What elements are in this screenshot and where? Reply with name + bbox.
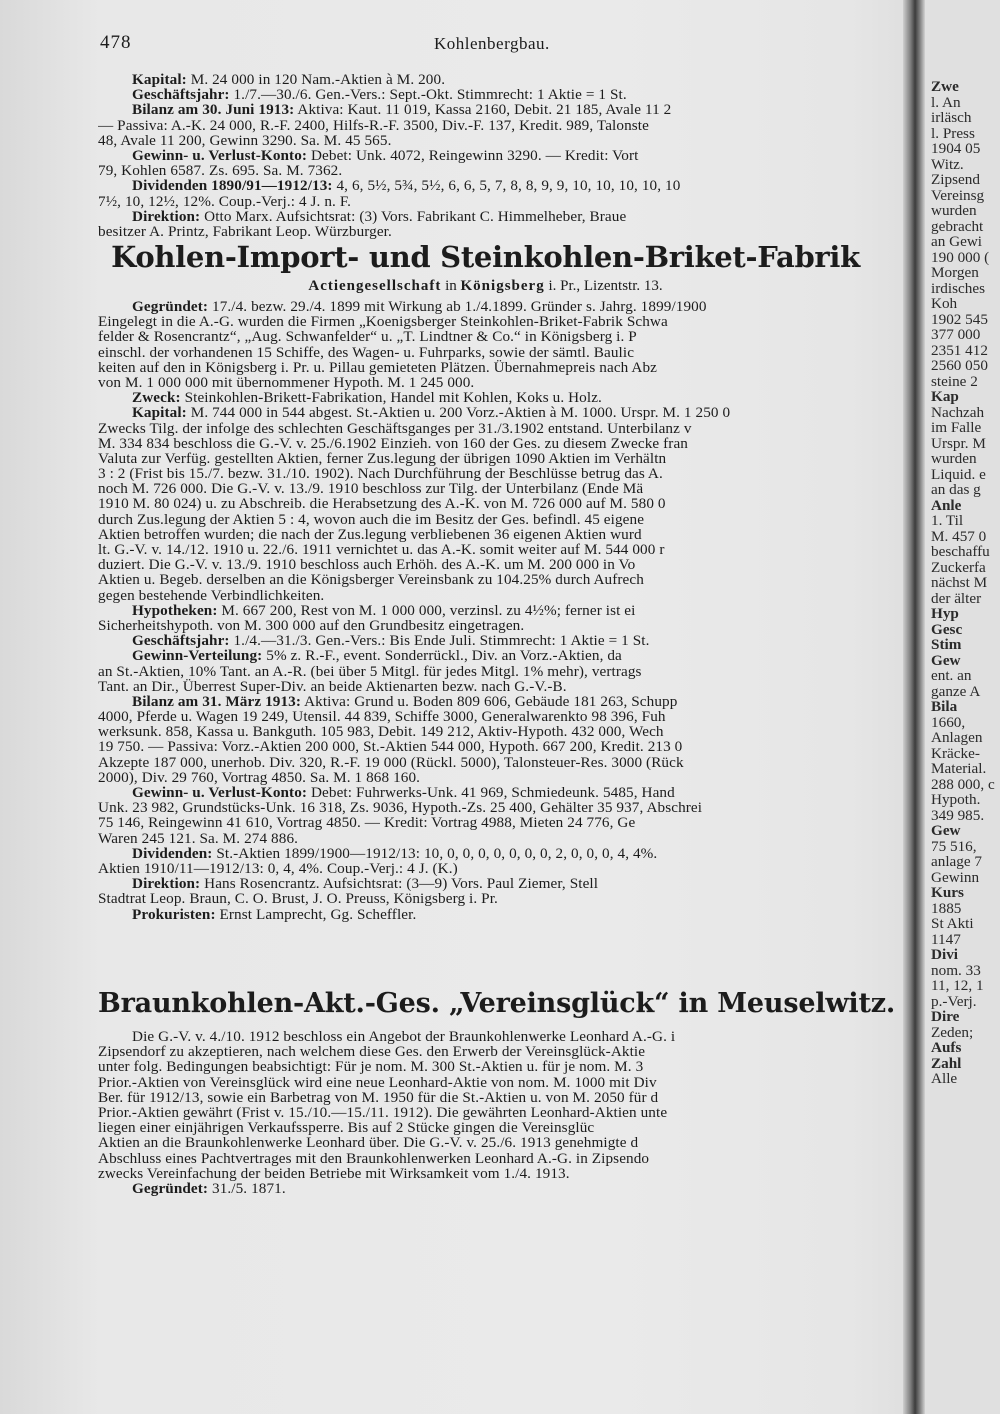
field-text: 1910 M. 80 024) u. zu Abschreib. die Herabsetzung des A.-K. von M. 726 000 auf M. 580 0 xyxy=(98,496,666,512)
facing-page-line: M. 457 0 xyxy=(931,527,987,545)
field-text: Debet: Fuhrwerks-Unk. 41 969, Schmiedeunk. 5485, Hand xyxy=(310,785,675,801)
field-text: — Passiva: A.-K. 24 000, R.-F. 2400, Hilfs-R.-F. 3500, Div.-F. 137, Kredit. 989, Talonste xyxy=(98,117,649,133)
field-text: Stadtrat Leop. Braun, C. O. Brust, J. O. Preuss, Königsberg i. Pr. xyxy=(98,891,498,907)
text-line xyxy=(98,527,873,542)
field-text: M. 24 000 in 120 Nam.-Aktien à M. 200. xyxy=(190,72,446,88)
facing-page-line: irläsch xyxy=(931,109,972,126)
facing-page-line: 75 516, xyxy=(931,837,977,855)
field-label: Bilanz am 31. März 1913: xyxy=(132,693,302,710)
facing-page-line: Witz. xyxy=(931,155,964,173)
facing-page-line: ganze A xyxy=(931,682,981,700)
field-text: durch Zus.legung der Aktien 5 : 4, wovon auch die im Besitz der Ges. befindl. 45 eigene xyxy=(98,511,645,527)
field-text: 4000, Pferde u. Wagen 19 249, Utensil. 44 839, Schiffe 3000, Generalwarenkto 98 396, Fuh xyxy=(98,709,666,725)
text-line xyxy=(98,1090,873,1105)
facing-page-line: gebracht xyxy=(931,217,984,235)
field-text: Akzepte 187 000, unerhob. Div. 320, R.-F. 19 000 (Rückl. 5000), Talonsteuer-Res. 3000 (Rück xyxy=(98,754,684,770)
text-line xyxy=(98,618,873,633)
facing-page-line: an das g xyxy=(931,481,981,498)
field-text: 31./5. 1871. xyxy=(212,1180,286,1197)
facing-page-line: 1902 545 xyxy=(931,310,988,328)
facing-page-line: 1660, xyxy=(931,713,966,731)
text-line xyxy=(98,770,873,785)
text-line xyxy=(98,1135,873,1150)
facing-page-line: der älter xyxy=(931,589,982,607)
facing-page-line: anlage 7 xyxy=(931,853,983,870)
field-label: Hypotheken: xyxy=(132,602,218,618)
field-text: Die G.-V. v. 4./10. 1912 beschloss ein Angebot der Braunkohlenwerke Leonhard A.-G. i xyxy=(132,1029,676,1045)
text-line xyxy=(98,163,873,178)
field-label: Dividenden: xyxy=(132,845,213,861)
facing-page-line: 1885 xyxy=(931,899,962,917)
text-line xyxy=(98,72,873,87)
field-text: Valuta zur Verfüg. gestellten Aktien, ferner Zus.legung der übrigen 1090 Aktien im Verhältn xyxy=(98,450,667,467)
text-line xyxy=(98,451,873,466)
text-line xyxy=(98,1151,873,1166)
facing-page-line: steine 2 xyxy=(931,372,978,390)
facing-page-line: Liquid. e xyxy=(931,465,986,483)
text-line xyxy=(98,664,873,679)
field-text: 3 : 2 (Frist bis 15./7. bezw. 31./10. 1902). Nach Durchführung der Beschlüsse betrug das A. xyxy=(98,466,663,482)
subtitle-address: i. Pr., Lizentstr. 13. xyxy=(544,278,663,294)
facing-page-line: Aufs xyxy=(931,1039,962,1056)
text-line xyxy=(98,345,873,360)
field-text: Aktiva: Kaut. 11 019, Kassa 2160, Debit. 21 185, Avale 11 2 xyxy=(297,102,672,118)
text-line xyxy=(98,891,873,906)
text-line xyxy=(98,360,873,375)
field-text: Zipsendorf zu akzeptieren, nach welchem diese Ges. den Erwerb der Vereinsglück-Aktie xyxy=(98,1044,646,1060)
facing-page-edge xyxy=(925,0,1000,1414)
facing-page-line: Zahl xyxy=(931,1054,962,1072)
text-line xyxy=(98,755,873,770)
facing-page-line: St Akti xyxy=(931,915,974,932)
facing-page-line: Gesc xyxy=(931,620,963,638)
facing-page-line: im Falle xyxy=(931,419,982,436)
facing-page-line: 1147 xyxy=(931,930,961,948)
field-text: Aktien an die Braunkohlenwerke Leonhard über. Die G.-V. v. 25./6. 1913 genehmigte d xyxy=(98,1135,639,1151)
text-line xyxy=(98,907,873,922)
facing-page-line: 11, 12, 1 xyxy=(931,977,984,994)
text-line xyxy=(98,102,873,117)
field-text: Ber. für 1912/13, sowie ein Barbetrag von M. 1950 für die St.-Aktien u. von M. 2050 für d xyxy=(98,1089,659,1105)
field-text: gegen bestehende Verbindlichkeiten. xyxy=(98,587,325,603)
facing-page-line: Koh xyxy=(931,295,958,312)
facing-page-line: wurden xyxy=(931,202,977,219)
text-line xyxy=(98,648,873,663)
facing-page-line: Zuckerfa xyxy=(931,558,986,576)
facing-page-line: Hypoth. xyxy=(931,791,981,808)
facing-page-line: an Gewi xyxy=(931,233,983,250)
running-title: Kohlenbergbau. xyxy=(434,34,550,53)
facing-page-line: Urspr. M xyxy=(931,434,986,452)
field-text: felder & Rosencrantz“, „Aug. Schwanfelder“ u. „T. Lindtner & Co.“ in Königsberg i. P xyxy=(98,329,637,345)
text-line xyxy=(98,1105,873,1120)
subtitle-company-form: Actiengesellschaft xyxy=(308,278,442,294)
field-text: Prior.-Aktien gewährt (Frist v. 15./10.—15./11. 1912). Die gewährten Leonhard-Aktien unte xyxy=(98,1104,668,1121)
entry-section-1 xyxy=(98,72,873,239)
text-line xyxy=(98,800,873,815)
entry-section-2 xyxy=(98,299,873,922)
text-line xyxy=(98,815,873,830)
text-line xyxy=(98,405,873,420)
facing-page-line: Vereinsg xyxy=(931,186,985,204)
facing-page-line: ent. an xyxy=(931,667,972,684)
text-line xyxy=(98,512,873,527)
field-text: Steinkohlen-Brikett-Fabrikation, Handel mit Kohlen, Koks u. Holz. xyxy=(184,390,602,406)
page-number: 478 xyxy=(100,32,132,53)
field-text: St.-Aktien 1899/1900—1912/13: 10, 0, 0, 0, 0, 0, 0, 0, 2, 0, 0, 0, 4, 4%. xyxy=(216,845,658,861)
field-text: Aktiva: Grund u. Boden 809 606, Gebäude 181 263, Schupp xyxy=(304,693,678,710)
field-label: Gewinn- u. Verlust-Konto: xyxy=(132,147,308,164)
facing-page-line: p.-Verj. xyxy=(931,992,977,1010)
field-text: Sicherheitshypoth. von M. 300 000 auf den Grundbesitz eingetragen. xyxy=(98,617,525,634)
field-text: 4, 6, 5½, 5¾, 5½, 6, 6, 5, 7, 8, 8, 9, 9, 10, 10, 10, 10, 10 xyxy=(336,178,681,194)
facing-page-line: Kap xyxy=(931,388,959,405)
field-label: Gewinn- u. Verlust-Konto: xyxy=(132,785,308,801)
field-label: Dividenden 1890/91—1912/13: xyxy=(132,178,333,194)
facing-page-line: Nachzah xyxy=(931,403,985,421)
text-line xyxy=(98,148,873,163)
company-title: Braunkohlen-Akt.-Ges. „Vereinsglück“ in Meuselwitz. xyxy=(98,988,896,1019)
field-label: Zweck: xyxy=(132,390,181,406)
field-text: einschl. der vorhandenen 15 Schiffe, des Wagen- u. Fuhrparks, sowie der sämtl. Baulic xyxy=(98,344,635,360)
text-line xyxy=(98,572,873,587)
text-line xyxy=(98,861,873,876)
text-line xyxy=(98,209,873,224)
field-text: Tant. an Dir., Überrest Super-Div. an beide Aktienarten bezw. nach G.-V.-B. xyxy=(98,678,567,694)
field-text: Aktien 1910/11—1912/13: 0, 4, 4%. Coup.-Verj.: 4 J. (K.) xyxy=(98,860,458,877)
facing-page-line: Material. xyxy=(931,760,987,777)
field-label: Direktion: xyxy=(132,876,201,892)
facing-page-line: Bila xyxy=(931,698,958,715)
text-line xyxy=(98,633,873,648)
field-text: 17./4. bezw. 29./4. 1899 mit Wirkung ab 1./4.1899. Gründer s. Jahrg. 1899/1900 xyxy=(212,299,707,315)
facing-page-line: l. Press xyxy=(931,124,975,142)
facing-page-line: Gew xyxy=(931,651,961,669)
field-text: Eingelegt in die A.-G. wurden die Firmen „Koenigsberger Steinkohlen-Briket-Fabrik Schwa xyxy=(98,314,668,330)
field-text: Waren 245 121. Sa. M. 274 886. xyxy=(98,830,299,846)
field-text: Abschluss eines Pachtvertrages mit den Braunkohlenwerken Leonhard A.-G. in Zipsendo xyxy=(98,1150,650,1166)
field-text: Otto Marx. Aufsichtsrat: (3) Vors. Fabrikant C. Himmelheber, Braue xyxy=(204,208,627,224)
field-label: Gegründet: xyxy=(132,1180,209,1197)
text-line xyxy=(98,724,873,739)
field-text: liegen einer einjährigen Verkaufssperre. Bis auf 2 Stücke gingen die Vereinsglüc xyxy=(98,1120,595,1136)
facing-page-line: Zipsend xyxy=(931,171,980,188)
field-text: zwecks Vereinfachung der beiden Betriebe mit Wirksamkeit vom 1./4. 1913. xyxy=(98,1165,570,1181)
field-text: 1./7.—30./6. Gen.-Vers.: Sept.-Okt. Stimmrecht: 1 Aktie = 1 St. xyxy=(233,87,627,103)
facing-page-line: 349 985. xyxy=(931,806,985,824)
facing-page-line: 288 000, c xyxy=(931,775,995,793)
field-text: Hans Rosencrantz. Aufsichtsrat: (3—9) Vors. Paul Ziemer, Stell xyxy=(204,876,599,892)
facing-page-line: Anlagen xyxy=(931,729,983,746)
field-text: noch M. 726 000. Die G.-V. v. 13./9. 1910 beschloss zur Tilg. der Unterbilanz (Ende Mä xyxy=(98,481,644,497)
text-line xyxy=(98,785,873,800)
text-line xyxy=(98,375,873,390)
text-line xyxy=(98,831,873,846)
text-line xyxy=(98,694,873,709)
field-text: 48, Avale 11 200, Gewinn 3290. Sa. M. 45 565. xyxy=(98,132,392,148)
field-text: unter folg. Bedingungen beabsichtigt: Für je nom. M. 300 St.-Aktien u. für je nom. M. 3 xyxy=(98,1059,644,1075)
text-line xyxy=(98,1075,873,1090)
facing-page-line: irdisches xyxy=(931,279,985,297)
text-line xyxy=(98,1120,873,1135)
text-line xyxy=(98,679,873,694)
field-text: Prior.-Aktien von Vereinsglück wird eine neue Leonhard-Aktie von nom. M. 1000 mit Div xyxy=(98,1074,657,1090)
field-text: duziert. Die G.-V. v. 13./9. 1910 beschloss auch Erhöh. des A.-K. um M. 200 000 in Vo xyxy=(98,557,636,573)
company-subtitle xyxy=(98,277,873,295)
facing-page-line: Hyp xyxy=(931,605,959,622)
entry-heading-3 xyxy=(98,984,896,1024)
text-line xyxy=(98,436,873,451)
text-line xyxy=(98,87,873,102)
text-line xyxy=(98,876,873,891)
field-text: an St.-Aktien, 10% Tant. an A.-R. (bei über 5 Mitgl. für jedes Mitgl. 1% mehr), vertrags xyxy=(98,663,642,679)
field-text: 7½, 10, 12½, 12%. Coup.-Verj.: 4 J. n. F. xyxy=(98,193,352,209)
field-text: von M. 1 000 000 mit übernommener Hypoth. M. 1 245 000. xyxy=(98,374,475,391)
facing-page-line: Gew xyxy=(931,822,961,839)
text-line xyxy=(98,329,873,344)
field-label: Gewinn-Verteilung: xyxy=(132,648,263,664)
field-text: Zwecks Tilg. der infolge des schlechten Geschäftsganges per 31./3.1902 entstand. Unterbilanz v xyxy=(98,420,692,436)
text-line xyxy=(98,1181,873,1196)
facing-page-line: Dire xyxy=(931,1008,960,1025)
facing-page-line: 190 000 ( xyxy=(931,248,990,266)
field-text: 1./4.—31./3. Gen.-Vers.: Bis Ende Juli. Stimmrecht: 1 Aktie = 1 St. xyxy=(233,633,650,649)
field-text: lt. G.-V. v. 14./12. 1910 u. 22./6. 1911 vernichtet u. das A.-K. somit weiter auf M. 544 000 r xyxy=(98,542,665,558)
text-line xyxy=(98,1059,873,1074)
field-text: werksunk. 858, Kassa u. Bankguth. 105 983, Debit. 149 212, Aktiv-Hypoth. 432 000, Wech xyxy=(98,724,664,740)
field-text: besitzer A. Printz, Fabrikant Leop. Würzburger. xyxy=(98,223,392,240)
field-label: Kapital: xyxy=(132,72,187,88)
field-text: 2000), Div. 29 760, Vortrag 4850. Sa. M. 1 868 160. xyxy=(98,769,421,785)
facing-page-line: 2560 050 xyxy=(931,357,988,374)
text-line xyxy=(98,314,873,329)
facing-page-line: Kurs xyxy=(931,884,964,901)
field-label: Direktion: xyxy=(132,208,201,224)
facing-page-line: 1904 05 xyxy=(931,140,981,157)
field-text: Aktien betroffen wurden; die nach der Zus.legung verbliebenen 36 eigenen Aktien wurd xyxy=(98,526,642,542)
facing-page-line: Zeden; xyxy=(931,1023,974,1041)
field-text: 5% z. R.-F., event. Sonderrückl., Div. an Vorz.-Aktien, da xyxy=(266,648,622,664)
field-text: M. 334 834 beschloss die G.-V. v. 25./6.1902 Einzieh. von 160 der Ges. zu diesem Zwecke fran xyxy=(98,435,688,451)
text-line xyxy=(98,421,873,436)
text-line xyxy=(98,194,873,209)
facing-page-line: Kräcke- xyxy=(931,744,980,762)
field-text: Unk. 23 982, Grundstücks-Unk. 16 318, Zs. 9036, Hypoth.-Zs. 25 400, Gehälter 35 937, Abschrei xyxy=(98,800,703,816)
text-line xyxy=(98,709,873,724)
field-label: Geschäftsjahr: xyxy=(132,87,230,103)
entry-heading-2 xyxy=(98,237,873,295)
text-line xyxy=(98,299,873,314)
facing-page-line: Alle xyxy=(931,1070,958,1087)
field-text: 75 146, Reingewinn 41 610, Vortrag 4850. — Kredit: Vortrag 4988, Mieten 24 776, Ge xyxy=(98,815,636,831)
text-line xyxy=(98,542,873,557)
text-line xyxy=(98,390,873,405)
facing-page-line: Divi xyxy=(931,946,959,963)
facing-page-line: 2351 412 xyxy=(931,341,988,359)
book-gutter xyxy=(903,0,925,1414)
field-label: Geschäftsjahr: xyxy=(132,633,230,649)
entry-section-3 xyxy=(98,1029,873,1196)
facing-page-line: Anle xyxy=(931,496,962,514)
field-text: M. 667 200, Rest von M. 1 000 000, verzinsl. zu 4½%; ferner ist ei xyxy=(221,602,636,618)
text-line xyxy=(98,496,873,511)
text-line xyxy=(98,133,873,148)
facing-page-line: 1. Til xyxy=(931,512,964,529)
text-line xyxy=(98,1166,873,1181)
text-line xyxy=(98,603,873,618)
field-text: Ernst Lamprecht, Gg. Scheffler. xyxy=(219,906,417,922)
field-label: Prokuristen: xyxy=(132,906,216,922)
field-label: Kapital: xyxy=(132,405,187,421)
text-line xyxy=(98,1044,873,1059)
facing-page-line: wurden xyxy=(931,450,977,467)
field-text: M. 744 000 in 544 abgest. St.-Aktien u. 200 Vorz.-Aktien à M. 1000. Urspr. M. 1 250 0 xyxy=(190,405,731,421)
subtitle-city: Königsberg xyxy=(460,278,545,294)
text-line xyxy=(98,178,873,193)
facing-page-line: Morgen xyxy=(931,264,979,281)
facing-page-line: l. An xyxy=(931,93,961,111)
facing-page-line: Stim xyxy=(931,636,962,653)
text-line xyxy=(98,118,873,133)
facing-page-line: Zwe xyxy=(931,78,959,95)
facing-page-line: beschaffu xyxy=(931,543,990,560)
text-line xyxy=(98,588,873,603)
field-text: 19 750. — Passiva: Vorz.-Aktien 200 000, St.-Aktien 544 000, Hypoth. 667 200, Kredit. 213 0 xyxy=(98,739,683,755)
facing-page-line: nom. 33 xyxy=(931,961,981,979)
facing-page-line: nächst M xyxy=(931,574,988,591)
text-line xyxy=(98,1029,873,1044)
field-text: 79, Kohlen 6587. Zs. 695. Sa. M. 7362. xyxy=(98,163,343,179)
field-text: Debet: Unk. 4072, Reingewinn 3290. — Kredit: Vort xyxy=(310,147,639,164)
text-line xyxy=(98,557,873,572)
facing-page-line: 377 000 xyxy=(931,326,981,343)
field-label: Gegründet: xyxy=(132,299,209,315)
field-label: Bilanz am 30. Juni 1913: xyxy=(132,102,295,118)
company-title: Kohlen-Import- und Steinkohlen-Briket-Fabrik xyxy=(111,240,860,274)
text-line xyxy=(98,739,873,754)
facing-page-line: Gewinn xyxy=(931,868,980,886)
text-line xyxy=(98,481,873,496)
subtitle-connector: in xyxy=(441,278,461,294)
text-line xyxy=(98,466,873,481)
field-text: keiten auf den in Königsberg i. Pr. u. Pillau gemieteten Plätzen. Übernahmepreis nach Abz xyxy=(98,359,658,375)
text-line xyxy=(98,846,873,861)
field-text: Aktien u. Begeb. derselben an die Königsberger Vereinsbank zu 104.25% durch Aufrech xyxy=(98,572,644,588)
